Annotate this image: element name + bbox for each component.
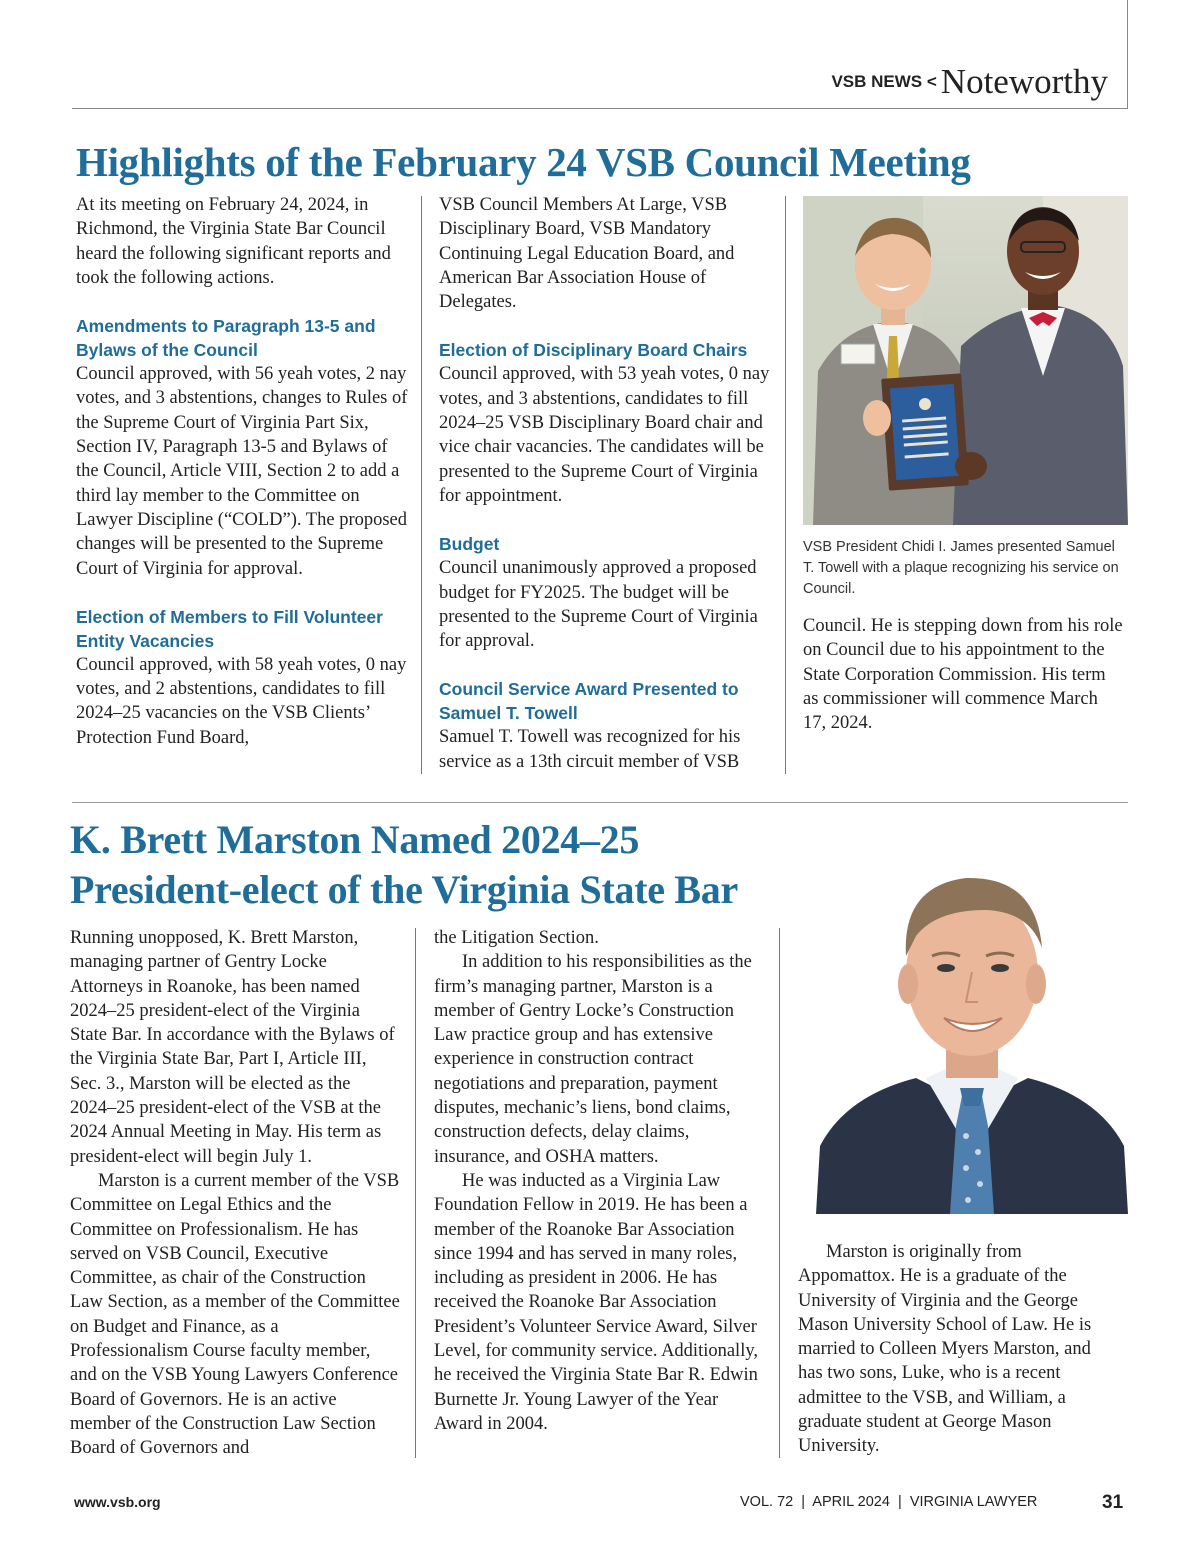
article2-col2 (434, 926, 766, 1436)
article2-para-3: In addition to his responsibilities as the firm’s managing partner, Marston is a member of Gentry Locke’s Construction Law practice group and has extensive experience in construction contract negotiations and preparation, payment disputes, mechanic’s liens, bond claims, construction defects, delay claims, insurance, and OSHA matters. (434, 952, 752, 1167)
article1-subhead-award: Council Service Award Presented to Samuel T. Towell (439, 679, 739, 724)
award-photo-illustration (803, 196, 1128, 525)
article2-para-1: Running unopposed, K. Brett Marston, managing partner of Gentry Locke Attorneys in Roanoke, has been named 2024–25 president-elect of the Virginia State Bar. In accordance with the Bylaws of the Virginia State Bar, Part I, Article III, Sec. 3., Marston will be elected as the 2024–25 president-elect of the VSB at the 2024 Annual Meeting in May. His term as president-elect will begin July 1. (70, 928, 395, 1167)
marston-portrait (816, 856, 1128, 1214)
award-photo-caption: VSB President Chidi I. James presented Samuel T. Towell with a plaque recognizing his service on Council. (803, 539, 1119, 597)
article1-col2 (439, 193, 771, 774)
article1-subhead-budget: Budget (439, 534, 500, 555)
section-title: Noteworthy (940, 62, 1108, 101)
article1-para-chairs: Council approved, with 53 yeah votes, 0 nay votes, and 3 abstentions, candidates to fill 2024–25 VSB Disciplinary Board chair and vice chair vacancies. The candidates will be presented to the Supreme Court of Virginia for appointment. (439, 364, 770, 506)
section-header (831, 62, 1108, 102)
article1-col1 (76, 193, 410, 750)
article1-intro: At its meeting on February 24, 2024, in Richmond, the Virginia State Bar Council heard the following significant reports and took the following actions. (76, 195, 391, 288)
header-rule (72, 108, 1128, 109)
article2-headline (70, 815, 738, 915)
article1-subhead-chairs: Election of Disciplinary Board Chairs (439, 340, 748, 361)
article1-headline: Highlights of the February 24 VSB Council Meeting (76, 139, 971, 185)
article1-para-budget: Council unanimously approved a proposed budget for FY2025. The budget will be presented to the Supreme Court of Virginia for approval. (439, 558, 758, 652)
article1-subhead-volunteer: Election of Members to Fill Volunteer Entity Vacancies (76, 606, 383, 651)
section-label: VSB NEWS < (831, 72, 937, 91)
article1-para-volunteer: Council approved, with 58 yeah votes, 0 nay votes, and 2 abstentions, candidates to fill 2024–25 vacancies on the VSB Clients’ Protection Fund Board, (76, 654, 407, 748)
article1-para-volunteer-cont: VSB Council Members At Large, VSB Disciplinary Board, VSB Mandatory Continuing Legal Education Board, and American Bar Association House of Delegates. (439, 195, 735, 313)
article2-para-5: Marston is originally from Appomattox. He is a graduate of the University of Virginia and the George Mason University School of Law. He is married to Colleen Myers Marston, and has two sons, Luke, who is a recent admittee to the VSB, and William, a graduate student at George Mason University. (798, 1242, 1092, 1457)
article2-para-4: He was inducted as a Virginia Law Foundation Fellow in 2019. He has been a member of the Roanoke Bar Association since 1994 and has served in many roles, including as president in 2006. He has received the Roanoke Bar Association President’s Volunteer Service Award, Silver Level, for community service. Additionally, he received the Virginia State Bar R. Edwin Burnette Jr. Young Lawyer of the Year Award in 2004. (434, 1170, 759, 1434)
article2-col-divider-1 (415, 928, 416, 1458)
page-number: 31 (1102, 1492, 1124, 1513)
article2-headline-line2: President-elect of the Virginia State Bar (70, 867, 738, 912)
article1-col-divider-1 (421, 196, 422, 774)
article1-para-award-cont: Council. He is stepping down from his role on Council due to his appointment to the State Corporation Commission. His term as commissioner will commence March 17, 2024. (803, 616, 1123, 734)
article2-headline-line1: K. Brett Marston Named 2024–25 (70, 817, 640, 862)
article1-col-divider-2 (785, 196, 786, 774)
portrait-illustration (816, 856, 1128, 1214)
article2-col-divider-2 (779, 928, 780, 1458)
header-right-rule (1127, 0, 1128, 108)
article2-para-2-cont: the Litigation Section. (434, 928, 599, 948)
article-divider (72, 802, 1128, 803)
article1-para-award: Samuel T. Towell was recognized for his service as a 13th circuit member of VSB (439, 727, 741, 772)
article1-subhead-amendments: Amendments to Paragraph 13-5 and Bylaws of the Council (76, 316, 376, 361)
award-photo (803, 196, 1128, 525)
article1-para-amendments: Council approved, with 56 yeah votes, 2 nay votes, and 3 abstentions, changes to Rules of the Supreme Court of Virginia Part Six, Section IV, Paragraph 13-5 and Bylaws of the Council, Article VIII, Section 2 to add a third lay member to the Committee on Lawyer Discipline (“COLD”). The proposed changes will be presented to the Supreme Court of Virginia for approval. (76, 364, 408, 579)
footer-url[interactable]: www.vsb.org (74, 1494, 161, 1510)
article2-para-2: Marston is a current member of the VSB Committee on Legal Ethics and the Committee on Professionalism. He has served on VSB Council, Executive Committee, as chair of the Construction Law Section, as a member of the Committee on Budget and Finance, as a Professionalism Course faculty member, and on the VSB Young Lawyers Conference Board of Governors. He is an active member of the Construction Law Section Board of Governors and (70, 1170, 400, 1459)
footer-issue: VOL. 72 | APRIL 2024 | VIRGINIA LAWYER (740, 1494, 1038, 1510)
article2-col1 (70, 926, 400, 1461)
